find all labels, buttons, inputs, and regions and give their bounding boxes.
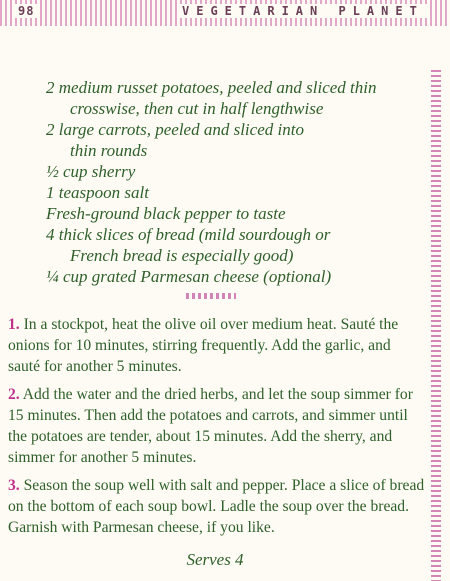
ingredient-line: thin rounds xyxy=(70,141,148,160)
ingredient-list xyxy=(46,77,426,287)
step-number: 3. xyxy=(8,477,20,494)
ingredient-line: Fresh-ground black pepper to taste xyxy=(46,204,286,223)
step-text: Season the soup well with salt and pepper. Place a slice of bread on the bottom of each soup bowl. Ladle the soup over the bread. Garnish with Parmesan cheese, if you like. xyxy=(8,477,425,536)
step-text: In a stockpot, heat the olive oil over medium heat. Sauté the onions for 10 minutes, stirring frequently. Add the garlic, and sauté for another 5 minutes. xyxy=(8,316,399,375)
ingredient-line: ¼ cup grated Parmesan cheese (optional) xyxy=(46,267,332,286)
serves-note: Serves 4 xyxy=(186,550,244,569)
ingredient-line: French bread is especially good) xyxy=(70,246,294,265)
ingredient-line: ½ cup sherry xyxy=(46,162,136,181)
step-text: Add the water and the dried herbs, and let the soup simmer for 15 minutes. Then add the potatoes and carrots, and simmer until the potatoes are tender, about 15 minutes. Add the sherry, and simmer for another 5 minutes. xyxy=(8,386,413,466)
page-number: 98 xyxy=(14,4,38,18)
instruction-step-2 xyxy=(8,384,426,468)
step-number: 2. xyxy=(8,386,20,403)
ingredient-line: 2 medium russet potatoes, peeled and sliced thin xyxy=(46,78,377,97)
section-divider xyxy=(186,293,236,299)
instruction-step-1 xyxy=(8,314,426,377)
step-number: 1. xyxy=(8,316,20,333)
side-border xyxy=(431,70,441,581)
running-head: VEGETARIAN PLANET xyxy=(178,4,428,18)
ingredient-line: crosswise, then cut in half lengthwise xyxy=(70,99,324,118)
ingredient-line: 4 thick slices of bread (mild sourdough or xyxy=(46,225,331,244)
ingredient-line: 1 teaspoon salt xyxy=(46,183,149,202)
ingredient-line: 2 large carrots, peeled and sliced into xyxy=(46,120,304,139)
instruction-step-3 xyxy=(8,475,426,538)
